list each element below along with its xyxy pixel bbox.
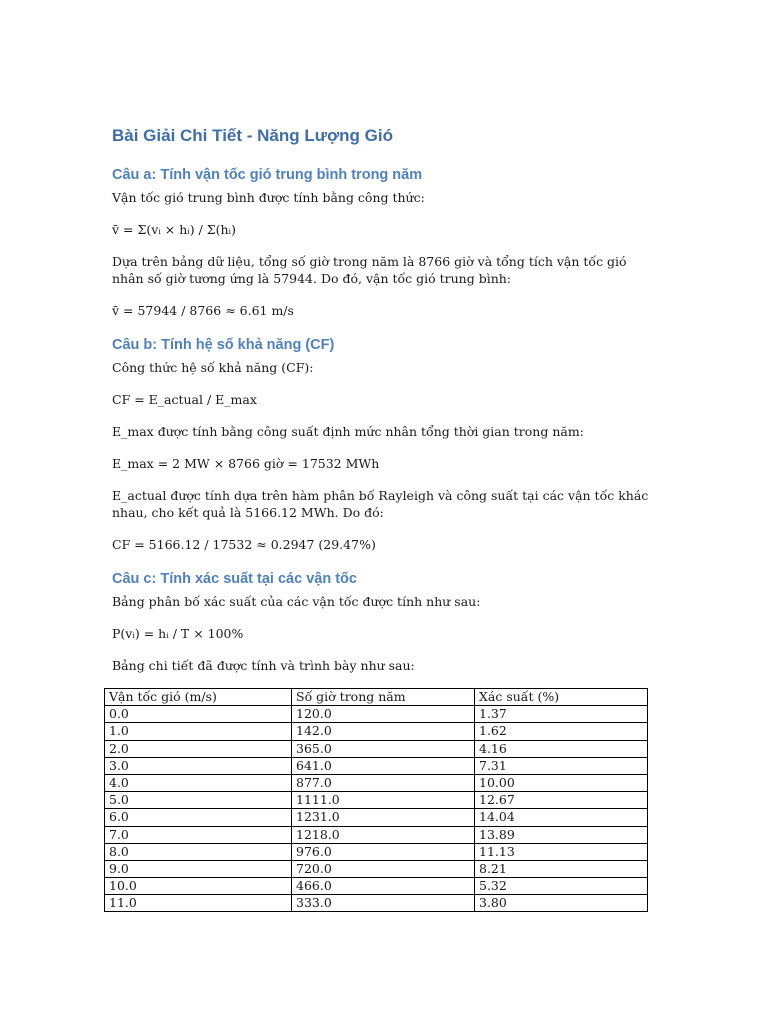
table-row: [105, 860, 648, 877]
cell-hours: 976.0: [292, 843, 475, 860]
table-row: [105, 895, 648, 912]
cell-hours: 1231.0: [292, 809, 475, 826]
cell-wind-speed: 3.0: [105, 757, 292, 774]
cell-probability: 11.13: [475, 843, 648, 860]
table-row: [105, 843, 648, 860]
cell-wind-speed: 1.0: [105, 723, 292, 740]
header-wind-speed: Vận tốc gió (m/s): [105, 689, 292, 706]
table-body: [105, 706, 648, 912]
cell-hours: 466.0: [292, 878, 475, 895]
section-a-formula: v̄ = Σ(vᵢ × hᵢ) / Σ(hᵢ): [112, 222, 236, 237]
cell-wind-speed: 2.0: [105, 740, 292, 757]
cell-hours: 365.0: [292, 740, 475, 757]
header-probability: Xác suất (%): [475, 689, 648, 706]
section-b-heading: Câu b: Tính hệ số khả năng (CF): [112, 337, 335, 353]
section-c-heading: Câu c: Tính xác suất tại các vận tốc: [112, 571, 357, 587]
table-row: [105, 757, 648, 774]
cell-probability: 3.80: [475, 895, 648, 912]
document-page: [109, 124, 652, 912]
cell-probability: 10.00: [475, 774, 648, 791]
table-header-row: [105, 689, 648, 706]
cell-hours: 877.0: [292, 774, 475, 791]
cell-probability: 8.21: [475, 860, 648, 877]
cell-wind-speed: 4.0: [105, 774, 292, 791]
section-b-formula: CF = E_actual / E_max: [112, 392, 257, 407]
section-a: [112, 165, 652, 319]
section-b-emax-text: E_max được tính bằng công suất định mức nhân tổng thời gian trong năm:: [112, 424, 584, 439]
cell-wind-speed: 9.0: [105, 860, 292, 877]
cell-hours: 142.0: [292, 723, 475, 740]
cell-probability: 12.67: [475, 792, 648, 809]
document-title: Bài Giải Chi Tiết - Năng Lượng Gió: [112, 126, 393, 145]
section-b-result: CF = 5166.12 / 17532 ≈ 0.2947 (29.47%): [112, 537, 376, 552]
section-b-eactual-text: E_actual được tính dựa trên hàm phân bố Rayleigh và công suất tại các vận tốc khác nhau, cho kết quả là 5166.12 MWh. Do đó:: [112, 488, 649, 520]
table-row: [105, 878, 648, 895]
cell-wind-speed: 7.0: [105, 826, 292, 843]
section-a-heading: Câu a: Tính vận tốc gió trung bình trong năm: [112, 167, 423, 183]
cell-hours: 120.0: [292, 706, 475, 723]
section-b-intro: Công thức hệ số khả năng (CF):: [112, 360, 314, 375]
section-c-formula: P(vᵢ) = hᵢ / T × 100%: [112, 626, 244, 641]
cell-probability: 14.04: [475, 809, 648, 826]
cell-hours: 641.0: [292, 757, 475, 774]
probability-table: [104, 688, 648, 912]
cell-probability: 4.16: [475, 740, 648, 757]
section-a-explanation: Dựa trên bảng dữ liệu, tổng số giờ trong năm là 8766 giờ và tổng tích vận tốc gió nhân số giờ tương ứng là 57944. Do đó, vận tốc gió trung bình:: [112, 254, 627, 286]
table-row: [105, 740, 648, 757]
cell-wind-speed: 8.0: [105, 843, 292, 860]
table-row: [105, 706, 648, 723]
header-hours: Số giờ trong năm: [292, 689, 475, 706]
table-row: [105, 809, 648, 826]
section-c: [109, 569, 652, 912]
section-c-intro: Bảng phân bố xác suất của các vận tốc được tính như sau:: [112, 594, 481, 609]
cell-wind-speed: 5.0: [105, 792, 292, 809]
section-a-result: v̄ = 57944 / 8766 ≈ 6.61 m/s: [112, 303, 294, 318]
cell-wind-speed: 6.0: [105, 809, 292, 826]
cell-wind-speed: 11.0: [105, 895, 292, 912]
cell-probability: 1.37: [475, 706, 648, 723]
cell-hours: 1111.0: [292, 792, 475, 809]
section-c-table-intro: Bảng chi tiết đã được tính và trình bày như sau:: [112, 658, 415, 673]
cell-probability: 1.62: [475, 723, 648, 740]
cell-probability: 13.89: [475, 826, 648, 843]
cell-wind-speed: 10.0: [105, 878, 292, 895]
table-row: [105, 792, 648, 809]
cell-hours: 333.0: [292, 895, 475, 912]
table-row: [105, 826, 648, 843]
cell-probability: 7.31: [475, 757, 648, 774]
table-row: [105, 774, 648, 791]
section-b-emax-formula: E_max = 2 MW × 8766 giờ = 17532 MWh: [112, 456, 380, 471]
table-row: [105, 723, 648, 740]
cell-hours: 1218.0: [292, 826, 475, 843]
cell-hours: 720.0: [292, 860, 475, 877]
section-a-intro: Vận tốc gió trung bình được tính bằng công thức:: [112, 190, 425, 205]
section-b: [112, 335, 652, 553]
cell-wind-speed: 0.0: [105, 706, 292, 723]
cell-probability: 5.32: [475, 878, 648, 895]
